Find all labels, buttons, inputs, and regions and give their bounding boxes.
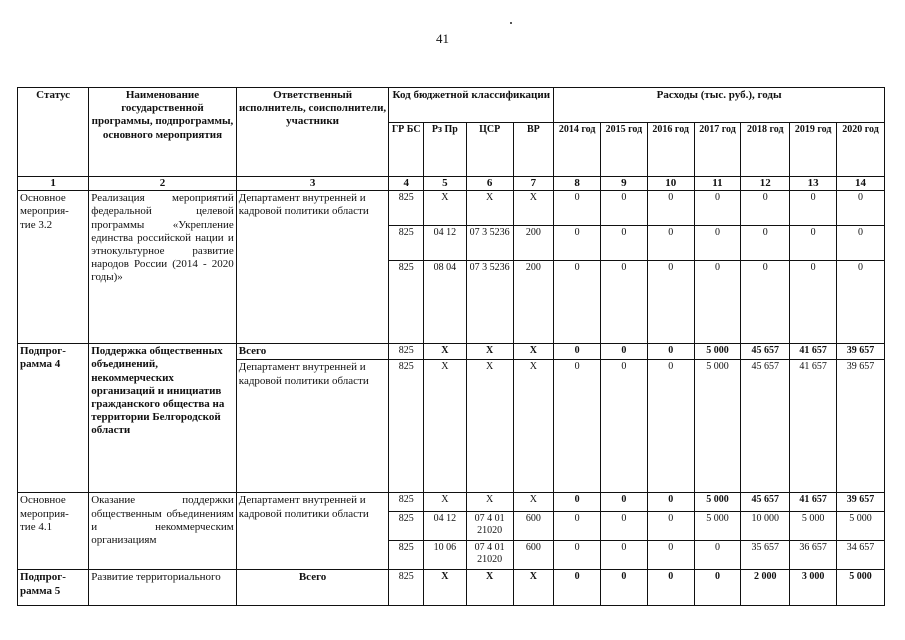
year-value: 0 bbox=[554, 570, 601, 606]
year-value: 39 657 bbox=[837, 493, 885, 512]
rzpr-cell: 08 04 bbox=[423, 261, 466, 344]
year-value: 0 bbox=[554, 541, 601, 570]
column-number: 13 bbox=[790, 177, 837, 191]
year-value: 0 bbox=[554, 226, 601, 261]
rzpr-cell: 04 12 bbox=[423, 512, 466, 541]
year-value: 41 657 bbox=[790, 344, 837, 360]
year-value: 0 bbox=[601, 191, 648, 226]
csr-cell: 07 4 01 21020 bbox=[466, 541, 513, 570]
header-year: 2017 год bbox=[694, 123, 741, 177]
row-responsible: Департамент внутренней и кадровой политики области bbox=[236, 493, 389, 570]
column-number: 6 bbox=[466, 177, 513, 191]
header-csr: ЦСР bbox=[466, 123, 513, 177]
grbs-cell: 825 bbox=[389, 570, 424, 606]
year-value: 0 bbox=[790, 261, 837, 344]
column-number: 7 bbox=[513, 177, 554, 191]
year-value: 0 bbox=[647, 570, 694, 606]
year-value: 5 000 bbox=[694, 493, 741, 512]
header-budget-code: Код бюджетной классификации bbox=[389, 88, 554, 123]
header-year: 2015 год bbox=[601, 123, 648, 177]
page-number: 41 bbox=[436, 31, 449, 46]
rzpr-cell: X bbox=[423, 493, 466, 512]
year-value: 0 bbox=[647, 360, 694, 493]
csr-cell: X bbox=[466, 493, 513, 512]
csr-cell: X bbox=[466, 360, 513, 493]
year-value: 0 bbox=[554, 344, 601, 360]
year-value: 0 bbox=[601, 226, 648, 261]
row-status: Основное мероприя- тие 4.1 bbox=[18, 493, 89, 570]
header-rzpr: Рз Пр bbox=[423, 123, 466, 177]
header-responsible: Ответственный исполнитель, соисполнители, участники bbox=[236, 88, 389, 177]
vr-cell: 200 bbox=[513, 261, 554, 344]
row-status: Основное мероприя- тие 3.2 bbox=[18, 191, 89, 344]
header-year: 2020 год bbox=[837, 123, 885, 177]
row-responsible: Департамент внутренней и кадровой политики области bbox=[236, 191, 389, 344]
year-value: 0 bbox=[601, 541, 648, 570]
year-value: 0 bbox=[647, 493, 694, 512]
year-value: 0 bbox=[647, 226, 694, 261]
vr-cell: 600 bbox=[513, 512, 554, 541]
column-number: 4 bbox=[389, 177, 424, 191]
year-value: 39 657 bbox=[837, 344, 885, 360]
scan-speck bbox=[510, 22, 512, 24]
row-name: Развитие территориального bbox=[89, 570, 237, 606]
vr-cell: 600 bbox=[513, 541, 554, 570]
year-value: 0 bbox=[554, 191, 601, 226]
header-year: 2016 год bbox=[647, 123, 694, 177]
grbs-cell: 825 bbox=[389, 360, 424, 493]
grbs-cell: 825 bbox=[389, 541, 424, 570]
year-value: 5 000 bbox=[694, 512, 741, 541]
year-value: 0 bbox=[554, 493, 601, 512]
year-value: 34 657 bbox=[837, 541, 885, 570]
year-value: 0 bbox=[694, 191, 741, 226]
year-value: 35 657 bbox=[741, 541, 790, 570]
row-status: Подпрог- рамма 5 bbox=[18, 570, 89, 606]
year-value: 10 000 bbox=[741, 512, 790, 541]
year-value: 0 bbox=[554, 360, 601, 493]
year-value: 36 657 bbox=[790, 541, 837, 570]
year-value: 45 657 bbox=[741, 360, 790, 493]
csr-cell: 07 3 5236 bbox=[466, 261, 513, 344]
header-year: 2019 год bbox=[790, 123, 837, 177]
csr-cell: 07 3 5236 bbox=[466, 226, 513, 261]
year-value: 0 bbox=[647, 191, 694, 226]
year-value: 0 bbox=[694, 570, 741, 606]
column-number: 5 bbox=[423, 177, 466, 191]
header-expenses: Расходы (тыс. руб.), годы bbox=[554, 88, 885, 123]
year-value: 45 657 bbox=[741, 344, 790, 360]
year-value: 5 000 bbox=[694, 344, 741, 360]
year-value: 5 000 bbox=[837, 570, 885, 606]
year-value: 2 000 bbox=[741, 570, 790, 606]
grbs-cell: 825 bbox=[389, 344, 424, 360]
header-status: Статус bbox=[18, 88, 89, 177]
csr-cell: X bbox=[466, 344, 513, 360]
vr-cell: 200 bbox=[513, 226, 554, 261]
header-grbs: ГР БС bbox=[389, 123, 424, 177]
year-value: 0 bbox=[554, 261, 601, 344]
year-value: 0 bbox=[601, 344, 648, 360]
csr-cell: X bbox=[466, 191, 513, 226]
vr-cell: X bbox=[513, 493, 554, 512]
row-responsible-total: Всего bbox=[236, 344, 389, 360]
year-value: 0 bbox=[554, 512, 601, 541]
year-value: 0 bbox=[694, 541, 741, 570]
year-value: 41 657 bbox=[790, 493, 837, 512]
grbs-cell: 825 bbox=[389, 493, 424, 512]
grbs-cell: 825 bbox=[389, 261, 424, 344]
column-number: 1 bbox=[18, 177, 89, 191]
header-year: 2014 год bbox=[554, 123, 601, 177]
row-status: Подпрог- рамма 4 bbox=[18, 344, 89, 493]
row-name: Реализация мероприятий федеральной целевой программы «Укрепление единства российской нации и этнокультурное развитие народов России (2014 - 2020 годы)» bbox=[89, 191, 237, 344]
year-value: 0 bbox=[790, 226, 837, 261]
grbs-cell: 825 bbox=[389, 226, 424, 261]
grbs-cell: 825 bbox=[389, 512, 424, 541]
header-vr: ВР bbox=[513, 123, 554, 177]
vr-cell: X bbox=[513, 360, 554, 493]
header-year: 2018 год bbox=[741, 123, 790, 177]
year-value: 39 657 bbox=[837, 360, 885, 493]
column-number: 8 bbox=[554, 177, 601, 191]
rzpr-cell: 04 12 bbox=[423, 226, 466, 261]
column-number: 11 bbox=[694, 177, 741, 191]
vr-cell: X bbox=[513, 344, 554, 360]
year-value: 0 bbox=[601, 493, 648, 512]
row-name: Оказание поддержки общественным объединениям и некоммерческим организациям bbox=[89, 493, 237, 570]
year-value: 5 000 bbox=[837, 512, 885, 541]
year-value: 5 000 bbox=[694, 360, 741, 493]
rzpr-cell: X bbox=[423, 360, 466, 493]
year-value: 0 bbox=[741, 261, 790, 344]
year-value: 0 bbox=[837, 226, 885, 261]
budget-table bbox=[17, 87, 885, 606]
year-value: 0 bbox=[741, 191, 790, 226]
column-number: 12 bbox=[741, 177, 790, 191]
year-value: 45 657 bbox=[741, 493, 790, 512]
column-number: 10 bbox=[647, 177, 694, 191]
year-value: 0 bbox=[790, 191, 837, 226]
row-responsible: Департамент внутренней и кадровой политики области bbox=[236, 360, 389, 493]
column-number: 14 bbox=[837, 177, 885, 191]
year-value: 0 bbox=[601, 512, 648, 541]
year-value: 0 bbox=[601, 570, 648, 606]
csr-cell: X bbox=[466, 570, 513, 606]
year-value: 0 bbox=[694, 261, 741, 344]
year-value: 0 bbox=[647, 512, 694, 541]
rzpr-cell: X bbox=[423, 570, 466, 606]
rzpr-cell: X bbox=[423, 191, 466, 226]
year-value: 0 bbox=[647, 541, 694, 570]
year-value: 0 bbox=[647, 344, 694, 360]
grbs-cell: 825 bbox=[389, 191, 424, 226]
row-name: Поддержка общественных объединений, некоммерческих организаций и инициатив гражданского общества на территории Белгородской области bbox=[89, 344, 237, 493]
vr-cell: X bbox=[513, 570, 554, 606]
year-value: 0 bbox=[741, 226, 790, 261]
year-value: 41 657 bbox=[790, 360, 837, 493]
year-value: 0 bbox=[694, 226, 741, 261]
csr-cell: 07 4 01 21020 bbox=[466, 512, 513, 541]
header-name: Наименование государственной программы, подпрограммы, основного мероприятия bbox=[89, 88, 237, 177]
year-value: 0 bbox=[647, 261, 694, 344]
year-value: 0 bbox=[601, 261, 648, 344]
year-value: 5 000 bbox=[790, 512, 837, 541]
year-value: 0 bbox=[837, 261, 885, 344]
rzpr-cell: 10 06 bbox=[423, 541, 466, 570]
vr-cell: X bbox=[513, 191, 554, 226]
year-value: 0 bbox=[837, 191, 885, 226]
column-number: 9 bbox=[601, 177, 648, 191]
column-number: 2 bbox=[89, 177, 237, 191]
rzpr-cell: X bbox=[423, 344, 466, 360]
year-value: 0 bbox=[601, 360, 648, 493]
row-responsible-total: Всего bbox=[236, 570, 389, 606]
year-value: 3 000 bbox=[790, 570, 837, 606]
column-number: 3 bbox=[236, 177, 389, 191]
